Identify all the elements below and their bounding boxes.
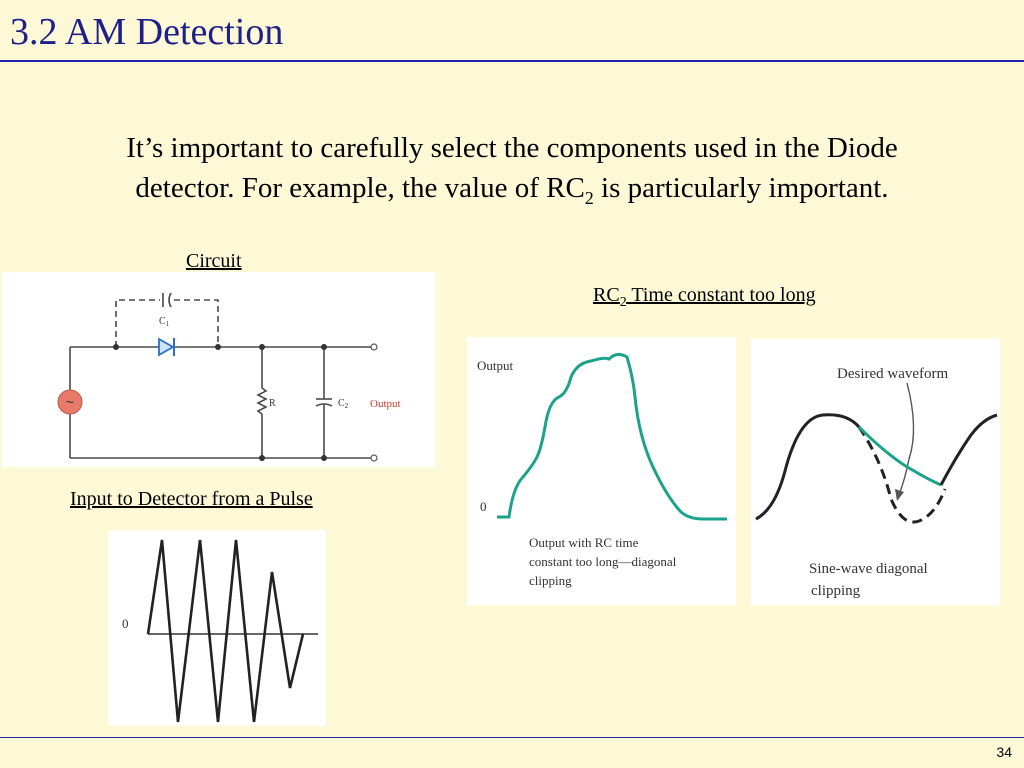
sine-rising-curve	[941, 415, 997, 485]
intro-line-2-post: is particularly important.	[593, 172, 889, 204]
c1-label: $C_1$	[159, 316, 170, 328]
output-waveform-svg	[467, 337, 736, 605]
sine-clipped-curve	[859, 427, 941, 485]
node	[259, 344, 265, 350]
circuit-svg	[2, 272, 435, 467]
output-caption-line-1: Output with RC time	[529, 535, 639, 550]
rc-caption-post: Time constant too long	[626, 284, 816, 306]
input-waveform-plot	[108, 530, 326, 726]
output-caption-line-2: constant too long—diagonal	[529, 554, 677, 569]
rc-caption-pre: RC	[593, 284, 620, 306]
resistor-zigzag	[258, 388, 266, 414]
slide-title: 3.2 AM Detection	[10, 11, 284, 53]
desired-waveform-label: Desired waveform	[837, 366, 949, 382]
diode-icon	[159, 338, 174, 356]
input-waveform-svg	[108, 530, 326, 726]
page-number: 34	[996, 744, 1012, 760]
sine-clipping-svg	[751, 339, 1000, 605]
output-waveform-plot	[467, 337, 736, 605]
output-terminal-top	[371, 344, 377, 350]
annotation-arrow-line	[899, 383, 914, 495]
output-caption-line-3: clipping	[529, 573, 572, 588]
node	[259, 455, 265, 461]
intro-subscript: 2	[584, 187, 594, 208]
output-terminal-bottom	[371, 455, 377, 461]
circuit-caption: Circuit	[186, 250, 242, 272]
c1-plate-right	[169, 293, 171, 307]
sine-solid-curve	[756, 415, 859, 519]
circuit-diagram	[2, 272, 435, 467]
input-waveform-line	[148, 540, 303, 722]
r-label: R	[269, 398, 276, 409]
rc-caption	[593, 284, 816, 311]
footer-divider	[0, 737, 1024, 738]
sine-caption-line-2: clipping	[811, 583, 861, 599]
source-symbol: ~	[65, 394, 75, 410]
node	[113, 344, 119, 350]
intro-text	[30, 128, 994, 218]
node	[321, 344, 327, 350]
c2-label: $C_2$	[338, 398, 349, 410]
sine-caption-line-1: Sine-wave diagonal	[809, 561, 928, 577]
intro-line-1: It’s important to carefully select the components used in the Diode	[126, 132, 898, 164]
annotation-arrowhead	[895, 489, 904, 501]
input-caption: Input to Detector from a Pulse	[70, 488, 313, 510]
output-waveform-curve	[497, 354, 727, 519]
output-zero-label: 0	[480, 499, 487, 514]
node	[215, 344, 221, 350]
output-y-label: Output	[477, 358, 514, 373]
output-label: Output	[370, 398, 401, 410]
input-zero-label: 0	[122, 616, 129, 631]
title-divider	[0, 60, 1024, 62]
sine-clipping-plot	[751, 339, 1000, 605]
intro-line-2-pre: detector. For example, the value of RC	[135, 172, 585, 204]
node	[321, 455, 327, 461]
rc-caption-sub: 2	[619, 295, 627, 310]
